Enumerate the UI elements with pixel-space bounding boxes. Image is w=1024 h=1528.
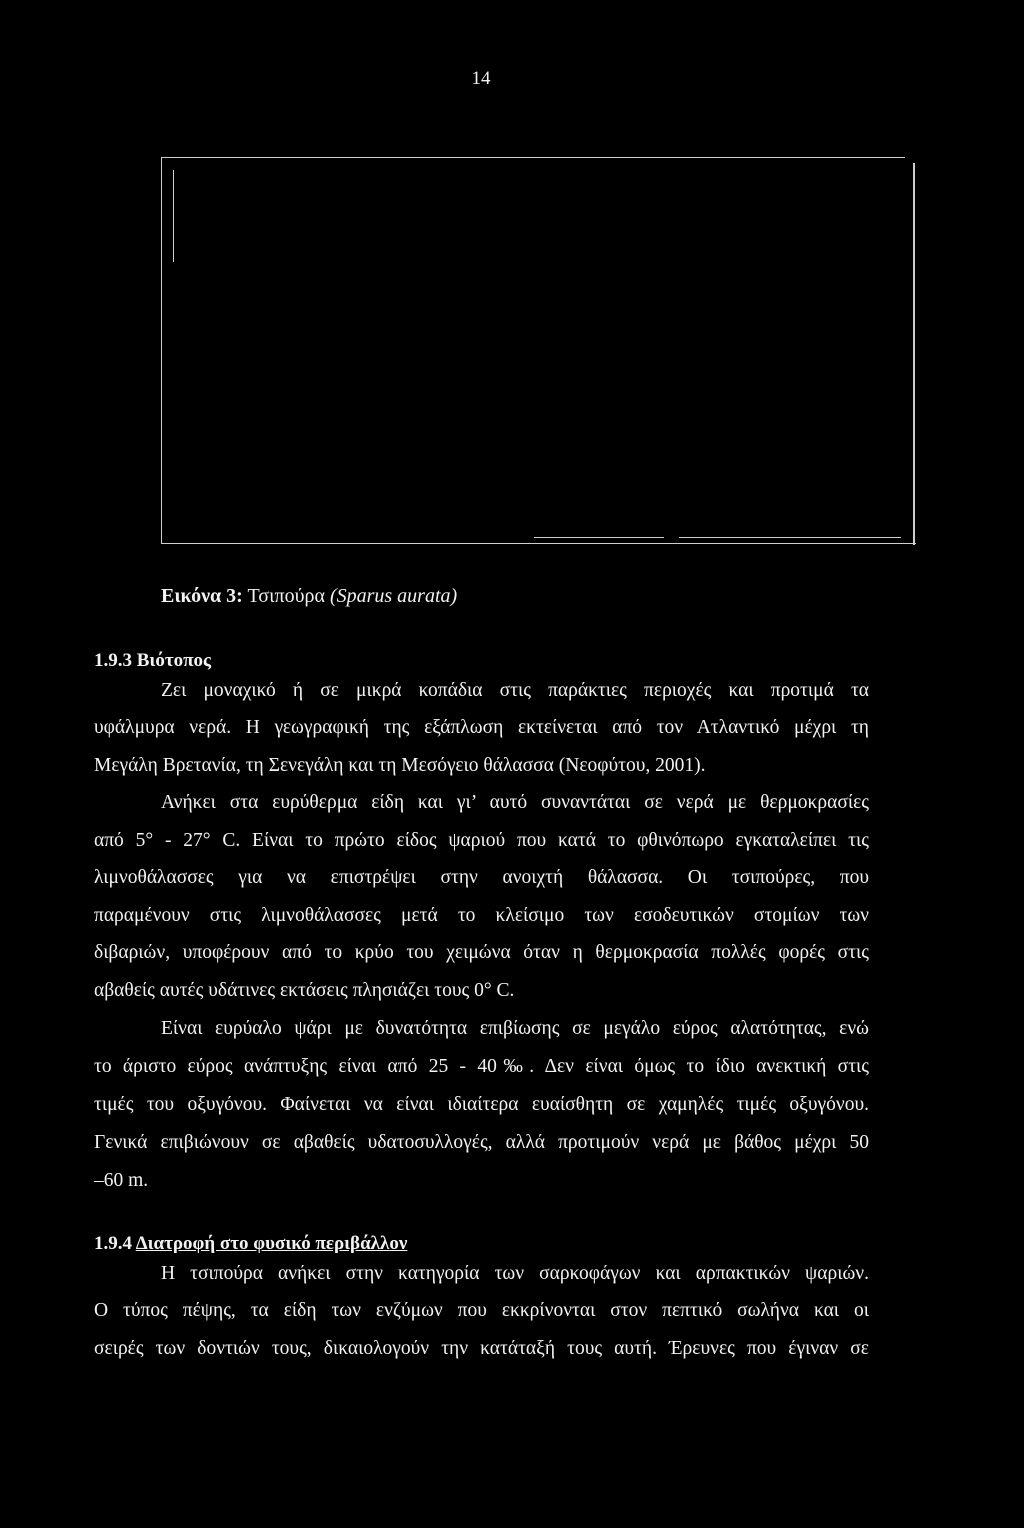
frame-border-left xyxy=(161,157,162,543)
frame-inner-border xyxy=(173,170,174,262)
frame-border-bottom xyxy=(161,543,916,544)
paragraph-line: Ο τύπος πέψης, τα είδη των ενζύμων που εκκρίνονται στον πεπτικό σωλήνα και οι xyxy=(94,1300,869,1321)
figure-image-frame xyxy=(161,157,916,544)
caption-label: Εικόνα 3: xyxy=(161,585,243,607)
paragraph-line: σειρές των δοντιών τους, δικαιολογούν την κατάταξή τους αυτή. Έρευνες που έγιναν σε xyxy=(94,1338,869,1359)
paragraph-line: Η τσιπούρα ανήκει στην κατηγορία των σαρκοφάγων και αρπακτικών ψαριών. xyxy=(161,1263,869,1284)
paragraph-line: παραμένουν στις λιμνοθάλασσες μετά το κλείσιμο των εσοδευτικών στομίων των xyxy=(94,905,869,926)
paragraph-line: Μεγάλη Βρετανία, τη Σενεγάλη και τη Μεσόγειο θάλασσα (Νεοφύτου, 2001). xyxy=(94,755,706,776)
heading-title: Διατροφή στο φυσικό περιβάλλον xyxy=(135,1233,408,1254)
frame-inner-bottom-segment xyxy=(534,537,664,538)
paragraph-line: υφάλμυρα νερά. Η γεωγραφική της εξάπλωση εκτείνεται από τον Ατλαντικό μέχρι τη xyxy=(94,717,869,738)
paragraph-line: αβαθείς αυτές υδάτινες εκτάσεις πλησιάζει τους 0° C. xyxy=(94,980,515,1001)
section-heading-habitat: 1.9.3 Βιότοπος xyxy=(94,650,211,671)
paragraph-line: από 5° - 27° C. Είναι το πρώτο είδος ψαριού που κατά το φθινόπωρο εγκαταλείπει τις xyxy=(94,830,869,851)
section-heading-nutrition xyxy=(94,1233,407,1255)
caption-text: Τσιπούρα xyxy=(242,585,330,607)
paragraph-line: Είναι ευρύαλο ψάρι με δυνατότητα επιβίωσης σε μεγάλο εύρος αλατότητας, ενώ xyxy=(161,1018,869,1039)
paragraph-line: Γενικά επιβιώνουν σε αβαθείς υδατοσυλλογές, αλλά προτιμούν νερά με βάθος μέχρι 50 xyxy=(94,1132,869,1153)
paragraph-line: τιμές του οξυγόνου. Φαίνεται να είναι ιδιαίτερα ευαίσθητη σε χαμηλές τιμές οξυγόνου. xyxy=(94,1094,869,1115)
paragraph-line: διβαριών, υποφέρουν από το κρύο του χειμώνα όταν η θερμοκρασία πολλές φορές στις xyxy=(94,942,869,963)
page-number: 14 xyxy=(471,68,491,89)
frame-border-right xyxy=(913,163,915,545)
caption-species: (Sparus aurata) xyxy=(329,585,458,607)
paragraph-line: –60 m. xyxy=(94,1170,149,1191)
frame-border-top xyxy=(161,157,905,158)
paragraph-line: Ζει μοναχικό ή σε μικρά κοπάδια στις παράκτιες περιοχές και προτιμά τα xyxy=(161,680,869,701)
paragraph-line: το άριστο εύρος ανάπτυξης είναι από 25 - 40‰. Δεν είναι όμως το ίδιο ανεκτική στις xyxy=(94,1056,869,1077)
paragraph-line: λιμνοθάλασσες για να επιστρέψει στην ανοιχτή θάλασσα. Οι τσιπούρες, που xyxy=(94,867,869,888)
heading-number: 1.9.4 xyxy=(94,1233,136,1254)
frame-inner-bottom-segment xyxy=(679,537,901,538)
paragraph-line: Ανήκει στα ευρύθερμα είδη και γι’ αυτό συναντάται σε νερά με θερμοκρασίες xyxy=(161,792,869,813)
figure-caption xyxy=(161,585,457,608)
